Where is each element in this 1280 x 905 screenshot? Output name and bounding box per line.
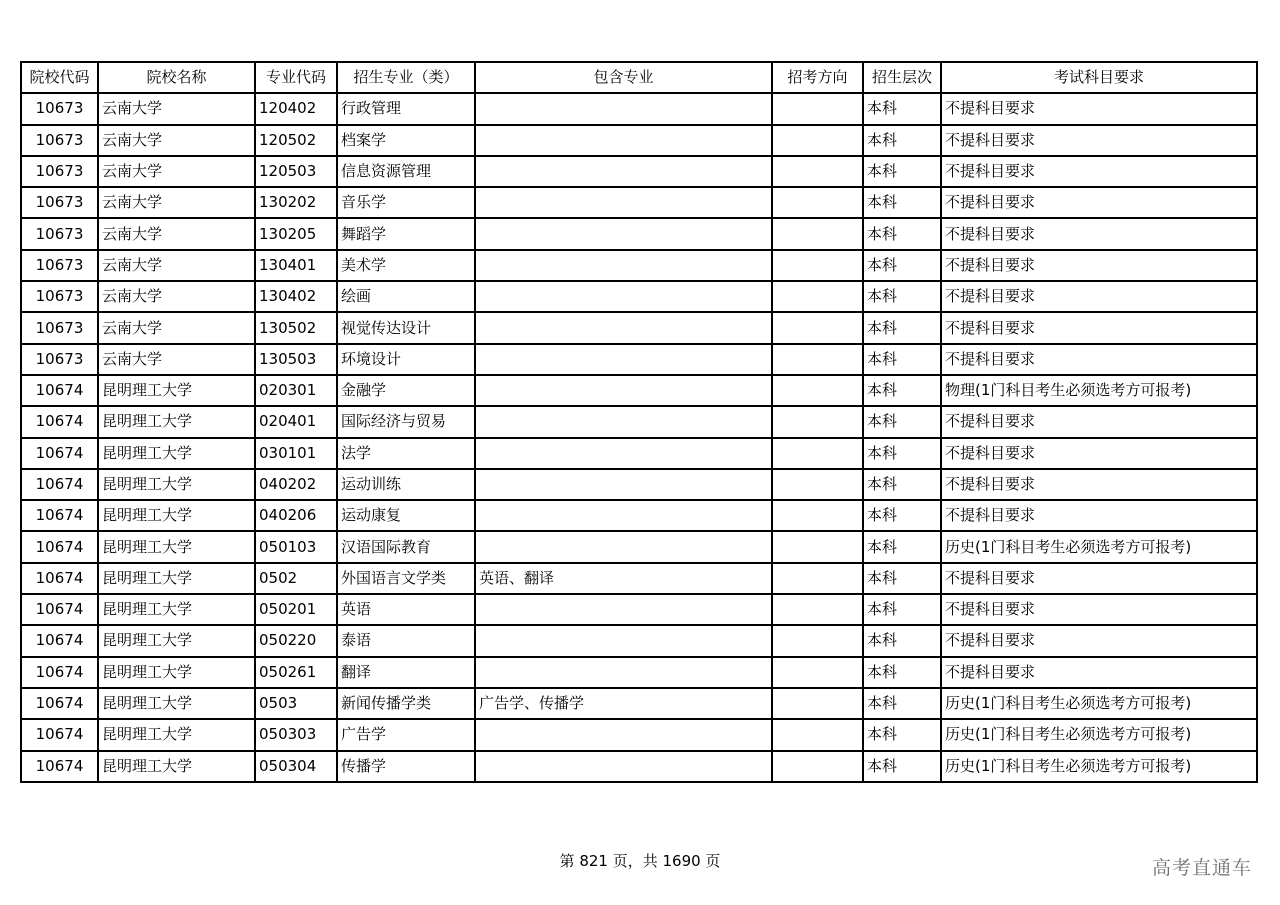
cell-included-majors (475, 312, 772, 343)
cell-direction (772, 469, 863, 500)
cell-school-name: 昆明理工大学 (98, 406, 255, 437)
cell-major-code: 130503 (255, 344, 337, 375)
cell-included-majors (475, 625, 772, 656)
cell-major-code: 020301 (255, 375, 337, 406)
cell-major-name: 翻译 (337, 657, 475, 688)
cell-included-majors (475, 125, 772, 156)
table-row (21, 719, 1257, 750)
cell-school-name: 云南大学 (98, 312, 255, 343)
cell-major-name: 泰语 (337, 625, 475, 656)
cell-included-majors (475, 344, 772, 375)
table-header-row (21, 62, 1257, 93)
table-row (21, 375, 1257, 406)
table-row (21, 93, 1257, 124)
cell-included-majors (475, 657, 772, 688)
cell-school-name: 昆明理工大学 (98, 500, 255, 531)
cell-major-name: 新闻传播学类 (337, 688, 475, 719)
cell-included-majors: 广告学、传播学 (475, 688, 772, 719)
cell-major-code: 050201 (255, 594, 337, 625)
cell-included-majors (475, 250, 772, 281)
cell-level: 本科 (863, 531, 941, 562)
cell-direction (772, 751, 863, 782)
cell-major-code: 130202 (255, 187, 337, 218)
cell-school-code: 10674 (21, 500, 98, 531)
cell-included-majors (475, 375, 772, 406)
cell-school-code: 10674 (21, 563, 98, 594)
cell-major-code: 0502 (255, 563, 337, 594)
cell-direction (772, 375, 863, 406)
cell-level: 本科 (863, 625, 941, 656)
cell-subject-requirement: 不提科目要求 (941, 500, 1257, 531)
cell-included-majors (475, 719, 772, 750)
cell-level: 本科 (863, 250, 941, 281)
table-row (21, 406, 1257, 437)
cell-school-code: 10674 (21, 657, 98, 688)
cell-school-code: 10674 (21, 688, 98, 719)
cell-school-code: 10673 (21, 281, 98, 312)
cell-school-name: 云南大学 (98, 125, 255, 156)
cell-major-code: 050103 (255, 531, 337, 562)
cell-school-name: 云南大学 (98, 93, 255, 124)
cell-school-name: 云南大学 (98, 218, 255, 249)
cell-direction (772, 625, 863, 656)
header-major-code: 专业代码 (255, 62, 337, 93)
cell-school-code: 10674 (21, 594, 98, 625)
table-row (21, 469, 1257, 500)
cell-major-name: 环境设计 (337, 344, 475, 375)
cell-direction (772, 500, 863, 531)
cell-direction (772, 563, 863, 594)
cell-included-majors (475, 93, 772, 124)
cell-subject-requirement: 不提科目要求 (941, 563, 1257, 594)
cell-subject-requirement: 不提科目要求 (941, 250, 1257, 281)
cell-included-majors (475, 187, 772, 218)
cell-level: 本科 (863, 187, 941, 218)
header-level: 招生层次 (863, 62, 941, 93)
cell-subject-requirement: 不提科目要求 (941, 125, 1257, 156)
cell-major-code: 0503 (255, 688, 337, 719)
cell-subject-requirement: 不提科目要求 (941, 469, 1257, 500)
cell-major-code: 040202 (255, 469, 337, 500)
cell-level: 本科 (863, 125, 941, 156)
cell-major-name: 行政管理 (337, 93, 475, 124)
header-school-code: 院校代码 (21, 62, 98, 93)
table-row (21, 751, 1257, 782)
cell-school-name: 云南大学 (98, 344, 255, 375)
cell-included-majors (475, 500, 772, 531)
cell-subject-requirement: 不提科目要求 (941, 625, 1257, 656)
cell-major-name: 舞蹈学 (337, 218, 475, 249)
table-row (21, 281, 1257, 312)
cell-school-name: 昆明理工大学 (98, 563, 255, 594)
cell-school-code: 10673 (21, 187, 98, 218)
cell-subject-requirement: 不提科目要求 (941, 93, 1257, 124)
cell-included-majors (475, 438, 772, 469)
cell-included-majors (475, 594, 772, 625)
cell-school-name: 云南大学 (98, 187, 255, 218)
table-row (21, 312, 1257, 343)
cell-major-name: 档案学 (337, 125, 475, 156)
cell-direction (772, 156, 863, 187)
table-row (21, 156, 1257, 187)
cell-subject-requirement: 不提科目要求 (941, 156, 1257, 187)
table-row (21, 657, 1257, 688)
cell-subject-requirement: 不提科目要求 (941, 657, 1257, 688)
header-included-majors: 包含专业 (475, 62, 772, 93)
cell-subject-requirement: 不提科目要求 (941, 344, 1257, 375)
cell-school-name: 云南大学 (98, 250, 255, 281)
cell-major-name: 英语 (337, 594, 475, 625)
table-row (21, 218, 1257, 249)
cell-subject-requirement: 历史(1门科目考生必须选考方可报考) (941, 751, 1257, 782)
cell-school-name: 云南大学 (98, 156, 255, 187)
cell-direction (772, 719, 863, 750)
cell-direction (772, 657, 863, 688)
table-row (21, 500, 1257, 531)
cell-level: 本科 (863, 218, 941, 249)
cell-subject-requirement: 历史(1门科目考生必须选考方可报考) (941, 531, 1257, 562)
cell-subject-requirement: 不提科目要求 (941, 594, 1257, 625)
cell-school-name: 云南大学 (98, 281, 255, 312)
cell-direction (772, 594, 863, 625)
cell-major-name: 法学 (337, 438, 475, 469)
cell-major-code: 020401 (255, 406, 337, 437)
cell-major-name: 运动康复 (337, 500, 475, 531)
cell-school-code: 10674 (21, 406, 98, 437)
cell-major-code: 050220 (255, 625, 337, 656)
cell-school-code: 10674 (21, 531, 98, 562)
cell-school-name: 昆明理工大学 (98, 375, 255, 406)
cell-major-name: 金融学 (337, 375, 475, 406)
cell-subject-requirement: 历史(1门科目考生必须选考方可报考) (941, 688, 1257, 719)
cell-school-name: 昆明理工大学 (98, 438, 255, 469)
cell-major-code: 130502 (255, 312, 337, 343)
table-row (21, 250, 1257, 281)
cell-included-majors (475, 281, 772, 312)
header-subject-requirement: 考试科目要求 (941, 62, 1257, 93)
cell-direction (772, 187, 863, 218)
cell-major-code: 050303 (255, 719, 337, 750)
cell-major-name: 汉语国际教育 (337, 531, 475, 562)
cell-direction (772, 344, 863, 375)
cell-direction (772, 93, 863, 124)
cell-school-name: 昆明理工大学 (98, 594, 255, 625)
cell-major-name: 广告学 (337, 719, 475, 750)
cell-level: 本科 (863, 156, 941, 187)
cell-level: 本科 (863, 438, 941, 469)
cell-level: 本科 (863, 406, 941, 437)
header-direction: 招考方向 (772, 62, 863, 93)
cell-school-code: 10673 (21, 218, 98, 249)
cell-major-code: 120503 (255, 156, 337, 187)
cell-level: 本科 (863, 594, 941, 625)
header-major-name: 招生专业（类） (337, 62, 475, 93)
cell-school-code: 10674 (21, 375, 98, 406)
cell-major-name: 美术学 (337, 250, 475, 281)
cell-level: 本科 (863, 500, 941, 531)
admission-table (20, 61, 1258, 783)
cell-subject-requirement: 不提科目要求 (941, 438, 1257, 469)
table-row (21, 187, 1257, 218)
cell-major-code: 030101 (255, 438, 337, 469)
cell-school-code: 10673 (21, 93, 98, 124)
cell-major-name: 运动训练 (337, 469, 475, 500)
cell-direction (772, 125, 863, 156)
cell-level: 本科 (863, 563, 941, 594)
cell-major-code: 120502 (255, 125, 337, 156)
table-row (21, 344, 1257, 375)
cell-major-name: 信息资源管理 (337, 156, 475, 187)
cell-direction (772, 218, 863, 249)
cell-major-code: 040206 (255, 500, 337, 531)
cell-school-code: 10674 (21, 719, 98, 750)
cell-major-name: 视觉传达设计 (337, 312, 475, 343)
cell-major-code: 130402 (255, 281, 337, 312)
table-row (21, 438, 1257, 469)
cell-major-code: 120402 (255, 93, 337, 124)
cell-subject-requirement: 不提科目要求 (941, 312, 1257, 343)
cell-level: 本科 (863, 312, 941, 343)
cell-subject-requirement: 不提科目要求 (941, 187, 1257, 218)
cell-major-name: 音乐学 (337, 187, 475, 218)
cell-major-name: 国际经济与贸易 (337, 406, 475, 437)
cell-major-code: 050304 (255, 751, 337, 782)
cell-level: 本科 (863, 657, 941, 688)
cell-major-name: 传播学 (337, 751, 475, 782)
cell-school-code: 10674 (21, 438, 98, 469)
table-row (21, 688, 1257, 719)
cell-direction (772, 688, 863, 719)
cell-subject-requirement: 物理(1门科目考生必须选考方可报考) (941, 375, 1257, 406)
cell-level: 本科 (863, 719, 941, 750)
cell-included-majors (475, 531, 772, 562)
cell-major-name: 外国语言文学类 (337, 563, 475, 594)
cell-school-name: 昆明理工大学 (98, 625, 255, 656)
page-number: 第 821 页，共 1690 页 (559, 852, 721, 870)
cell-school-code: 10673 (21, 250, 98, 281)
cell-school-name: 昆明理工大学 (98, 469, 255, 500)
cell-school-name: 昆明理工大学 (98, 751, 255, 782)
table-row (21, 625, 1257, 656)
cell-subject-requirement: 不提科目要求 (941, 281, 1257, 312)
cell-school-code: 10673 (21, 156, 98, 187)
cell-school-code: 10674 (21, 751, 98, 782)
cell-subject-requirement: 不提科目要求 (941, 218, 1257, 249)
cell-included-majors (475, 218, 772, 249)
cell-subject-requirement: 历史(1门科目考生必须选考方可报考) (941, 719, 1257, 750)
table-row (21, 594, 1257, 625)
cell-subject-requirement: 不提科目要求 (941, 406, 1257, 437)
cell-direction (772, 281, 863, 312)
cell-school-code: 10673 (21, 312, 98, 343)
cell-major-code: 130401 (255, 250, 337, 281)
watermark-logo: 高考直通车 (1151, 857, 1252, 879)
table-row (21, 531, 1257, 562)
cell-school-name: 昆明理工大学 (98, 688, 255, 719)
cell-direction (772, 250, 863, 281)
cell-level: 本科 (863, 469, 941, 500)
cell-school-code: 10673 (21, 344, 98, 375)
cell-direction (772, 312, 863, 343)
table-row (21, 125, 1257, 156)
cell-included-majors (475, 406, 772, 437)
cell-direction (772, 531, 863, 562)
cell-included-majors: 英语、翻译 (475, 563, 772, 594)
cell-level: 本科 (863, 751, 941, 782)
cell-major-code: 050261 (255, 657, 337, 688)
cell-school-code: 10674 (21, 469, 98, 500)
cell-level: 本科 (863, 688, 941, 719)
cell-included-majors (475, 751, 772, 782)
cell-school-code: 10673 (21, 125, 98, 156)
cell-school-name: 昆明理工大学 (98, 657, 255, 688)
cell-direction (772, 438, 863, 469)
cell-school-name: 昆明理工大学 (98, 719, 255, 750)
cell-school-name: 昆明理工大学 (98, 531, 255, 562)
cell-level: 本科 (863, 281, 941, 312)
cell-level: 本科 (863, 344, 941, 375)
cell-direction (772, 406, 863, 437)
header-school-name: 院校名称 (98, 62, 255, 93)
cell-level: 本科 (863, 93, 941, 124)
cell-major-name: 绘画 (337, 281, 475, 312)
cell-included-majors (475, 156, 772, 187)
cell-major-code: 130205 (255, 218, 337, 249)
cell-included-majors (475, 469, 772, 500)
table-row (21, 563, 1257, 594)
cell-school-code: 10674 (21, 625, 98, 656)
cell-level: 本科 (863, 375, 941, 406)
